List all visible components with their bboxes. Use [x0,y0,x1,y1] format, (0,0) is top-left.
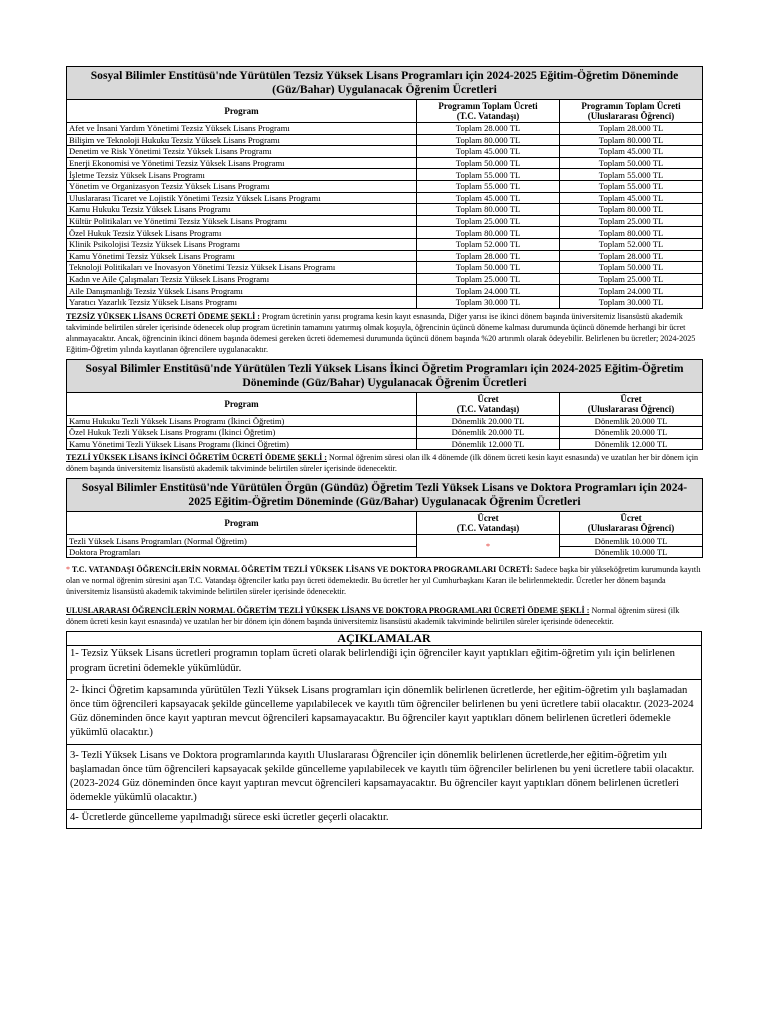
table-row [67,157,703,169]
table1-row-int: Toplam 55.000 TL [560,169,703,181]
formal-education-fee-table [66,478,703,558]
table1-row-program: Yönetim ve Organizasyon Tezsiz Yüksek Lisans Programı [67,180,417,192]
table1-row-tc: Toplam 24.000 TL [417,285,560,297]
table-row [67,192,703,204]
table2-row-int: Dönemlik 12.000 TL [560,438,703,450]
table1-row-tc: Toplam 45.000 TL [417,146,560,158]
table1-row-tc: Toplam 28.000 TL [417,123,560,135]
table-row [67,273,703,285]
explanation-item: 2- İkinci Öğretim kapsamında yürütülen Tezli Yüksek Lisans programları için dönemlik belirlenen ücretlerde, her eğitim-öğretim yılı başlamadan önce tüm öğrencileri kapsayacak şekilde güncelleme yapılabilecek ve kayıtlı tüm öğrenciler belirlenen bu yeni ücretlere tabii olacaktır. (2023-2024 Güz döneminden önce kayıt yaptıran mevcut öğrencileri kapsamayacaktır. Bu öğrenciler kayıt yaptıkları dönem belirlenen ücretleri ödemekle yükümlü olacaktır.) [67,680,701,745]
table-row [67,238,703,250]
table1-row-tc: Toplam 55.000 TL [417,180,560,192]
explanations-box [66,631,702,828]
table3-row2-program: Doktora Programları [67,546,417,558]
explanation-item: 4- Ücretlerde güncelleme yapılmadığı sürece eski ücretler geçerli olacaktır. [70,811,389,823]
table1-row-int: Toplam 30.000 TL [560,296,703,308]
table1-row-program: Kamu Hukuku Tezsiz Yüksek Lisans Programı [67,204,417,216]
table-row [67,535,703,547]
table1-row-tc: Toplam 28.000 TL [417,250,560,262]
table-row [67,250,703,262]
explanation-item: 1- Tezsiz Yüksek Lisans ücretleri programın toplam ücreti olarak belirlendiği için öğrenciler kayıt yaptıkları eğitim-öğretim yılı için belirlenen program ücretini ödemekle yükümlüdür. [67,646,701,679]
table1-row-program: Özel Hukuk Tezsiz Yüksek Lisans Programı [67,227,417,239]
table1-row-tc: Toplam 50.000 TL [417,157,560,169]
table-row [67,134,703,146]
table1-row-int: Toplam 80.000 TL [560,204,703,216]
table1-row-int: Toplam 24.000 TL [560,285,703,297]
table2-row-tc: Dönemlik 20.000 TL [417,415,560,427]
table1-row-tc: Toplam 80.000 TL [417,204,560,216]
table2-col-program: Program [67,392,417,415]
explanations-title: AÇIKLAMALAR [67,632,701,646]
table1-row-tc: Toplam 45.000 TL [417,192,560,204]
table1-row-tc: Toplam 30.000 TL [417,296,560,308]
fee-document [66,66,702,829]
table-row [67,180,703,192]
table1-row-program: Uluslararası Ticaret ve Lojistik Yönetimi Tezsiz Yüksek Lisans Programı [67,192,417,204]
table3-row2-int: Dönemlik 10.000 TL [560,546,703,558]
second-education-fee-table [66,359,703,451]
table3-tc-mark: * [417,535,560,558]
table2-row-program: Kamu Yönetimi Tezli Yüksek Lisans Programı (İkinci Öğretim) [67,438,417,450]
table1-row-int: Toplam 45.000 TL [560,192,703,204]
table1-row-program: Klinik Psikolojisi Tezsiz Yüksek Lisans Programı [67,238,417,250]
table-row [67,262,703,274]
table1-row-tc: Toplam 55.000 TL [417,169,560,181]
table1-row-program: Yaratıcı Yazarlık Tezsiz Yüksek Lisans Programı [67,296,417,308]
table-row [67,123,703,135]
table-row [67,546,703,558]
table1-row-int: Toplam 25.000 TL [560,215,703,227]
explanation-item: 3- Tezli Yüksek Lisans ve Doktora programlarında kayıtlı Uluslararası Öğrenciler için dönemlik belirlenen ücretlerde,her eğitim-öğretim yılı başlamadan önce tüm öğrencileri kapsayacak şekilde güncelleme yapılabilecek ve kayıtlı tüm öğrenciler belirlenen bu yeni ücretlere tabii olacaktır. (2023-2024 Güz döneminden önce kayıt yaptıran mevcut öğrencileri kapsamayacaktır. Bu öğrenciler kayıt yaptıkları dönem belirlenen ücretleri ödemekle yükümlü olacaktır.) [67,745,701,810]
table1-row-program: Aile Danışmanlığı Tezsiz Yüksek Lisans Programı [67,285,417,297]
table1-row-tc: Toplam 50.000 TL [417,262,560,274]
table-row [67,204,703,216]
table1-row-program: Bilişim ve Teknoloji Hukuku Tezsiz Yüksek Lisans Programı [67,134,417,146]
table2-col-tc: Ücret (T.C. Vatandaşı) [417,392,560,415]
table-row [67,285,703,297]
table2-row-int: Dönemlik 20.000 TL [560,415,703,427]
international-payment-note: ULUSLARARASI ÖĞRENCİLERİN NORMAL ÖĞRETİM TEZLİ YÜKSEK LİSANS VE DOKTORA PROGRAMLARI ÜCRETİ ÖDEME ŞEKLİ : Normal öğrenim süresi (ilk dönem ücreti kesin kayıt esnasında) ve uzatılan her bir dönem için dönem başında üniversitemiz lisansüstü akademik takviminde belirtilen süreler içerisinde ödenecektir. [66,606,680,627]
table1-row-int: Toplam 52.000 TL [560,238,703,250]
table-row [67,227,703,239]
table1-body [67,123,703,309]
table1-col-int: Programın Toplam Ücreti (Uluslararası Öğrenci) [560,100,703,123]
table1-row-program: İşletme Tezsiz Yüksek Lisans Programı [67,169,417,181]
table1-row-int: Toplam 28.000 TL [560,123,703,135]
table1-row-tc: Toplam 80.000 TL [417,227,560,239]
table1-row-tc: Toplam 25.000 TL [417,273,560,285]
non-thesis-payment-note: TEZSİZ YÜKSEK LİSANS ÜCRETİ ÖDEME ŞEKLİ : Program ücretinin yarısı programa kesin kayıt esnasında, Diğer yarısı ise ikinci dönem başında üniversitemiz lisansüstü akademik takviminde belirtilen süreler içerisinde ödenecek olup program ücretinin tamamını yatırmış olmak koşuyla, öğrencinin üçüncü döneme kalması durumunda üçüncü dönemde herhangi bir ücret alınmayacaktır. Ancak, öğrencinin ikinci dönem başında ödemesi gereken ücreti ödememesi durumunda üçüncü dönem başında %20 artırımlı olarak ödeyebilir. Belirlenen bu ücretler; 2024-2025 Eğitim-Öğretim yılında kayıtlanan öğrencilere uygulanacaktır. [66,311,696,354]
table2-row-tc: Dönemlik 12.000 TL [417,438,560,450]
table3-col-int: Ücret (Uluslararası Öğrenci) [560,512,703,535]
table1-row-int: Toplam 45.000 TL [560,146,703,158]
second-education-payment-note: TEZLİ YÜKSEK LİSANS İKİNCİ ÖĞRETİM ÜCRETİ ÖDEME ŞEKLİ : Normal öğrenim süresi olan ilk 4 dönemde (ilk dönem ücreti kesin kayıt esnasında) ve uzatılan her bir dönem için dönem başında üniversitemiz lisansüstü akademik takviminde belirtilen süreler içerisinde ödenecektir. [66,453,699,474]
table1-row-program: Kültür Politikaları ve Yönetimi Tezsiz Yüksek Lisans Programı [67,215,417,227]
table1-row-int: Toplam 25.000 TL [560,273,703,285]
table1-row-int: Toplam 80.000 TL [560,227,703,239]
table-row [67,146,703,158]
table1-row-program: Afet ve İnsani Yardım Yönetimi Tezsiz Yüksek Lisans Programı [67,123,417,135]
table-row [67,415,703,427]
table1-row-program: Kamu Yönetimi Tezsiz Yüksek Lisans Programı [67,250,417,262]
table1-row-int: Toplam 80.000 TL [560,134,703,146]
table2-col-int: Ücret (Uluslararası Öğrenci) [560,392,703,415]
table1-row-int: Toplam 50.000 TL [560,262,703,274]
table1-col-program: Program [67,100,417,123]
table1-col-tc: Programın Toplam Ücreti (T.C. Vatandaşı) [417,100,560,123]
table3-col-tc: Ücret (T.C. Vatandaşı) [417,512,560,535]
table1-row-tc: Toplam 52.000 TL [417,238,560,250]
table2-row-int: Dönemlik 20.000 TL [560,427,703,439]
table1-row-program: Teknoloji Politikaları ve İnovasyon Yönetimi Tezsiz Yüksek Lisans Programı [67,262,417,274]
table1-row-program: Denetim ve Risk Yönetimi Tezsiz Yüksek Lisans Programı [67,146,417,158]
table-row [67,215,703,227]
table-row [67,438,703,450]
tc-fee-note: * T.C. VATANDAŞI ÖĞRENCİLERİN NORMAL ÖĞRETİM TEZLİ YÜKSEK LİSANS VE DOKTORA PROGRAMLARI ÜCRETİ: Sadece başka bir yükseköğretim kurumunda kayıtlı olan ve normal öğrenim süresini aşan T.C. Vatandaşı öğrenciler katkı payı ücreti ödemektedir. Bu ücretler her yıl Cumhurbaşkanı Kararı ile belirlenmektedir. Ücretler her dönem başında üniversitemiz lisansüstü akademik takviminde belirtilen süreler içerisinde ödenecektir. [66,565,701,597]
table-row [67,427,703,439]
table-row [67,296,703,308]
table2-title: Sosyal Bilimler Enstitüsü'nde Yürütülen Tezli Yüksek Lisans İkinci Öğretim Programları için 2024-2025 Eğitim-Öğretim Döneminde (Güz/Bahar) Uygulanacak Öğrenim Ücretleri [67,359,703,392]
table1-row-program: Kadın ve Aile Çalışmaları Tezsiz Yüksek Lisans Programı [67,273,417,285]
table3-title: Sosyal Bilimler Enstitüsü'nde Yürütülen Örgün (Gündüz) Öğretim Tezli Yüksek Lisans ve Doktora Programları için 2024-2025 Eğitim-Öğretim Döneminde (Güz/Bahar) Uygulanacak Öğrenim Ücretleri [67,479,703,512]
table3-col-program: Program [67,512,417,535]
table3-row1-int: Dönemlik 10.000 TL [560,535,703,547]
table1-row-program: Enerji Ekonomisi ve Yönetimi Tezsiz Yüksek Lisans Programı [67,157,417,169]
table3-row1-program: Tezli Yüksek Lisans Programları (Normal Öğretim) [67,535,417,547]
table1-title: Sosyal Bilimler Enstitüsü'nde Yürütülen Tezsiz Yüksek Lisans Programları için 2024-2025 Eğitim-Öğretim Döneminde (Güz/Bahar) Uygulanacak Öğrenim Ücretleri [67,67,703,100]
table2-row-program: Özel Hukuk Tezli Yüksek Lisans Programı (İkinci Öğretim) [67,427,417,439]
table2-row-tc: Dönemlik 20.000 TL [417,427,560,439]
non-thesis-fee-table [66,66,703,309]
table2-body [67,415,703,450]
table-row [67,169,703,181]
table1-row-int: Toplam 50.000 TL [560,157,703,169]
table2-row-program: Kamu Hukuku Tezli Yüksek Lisans Programı (İkinci Öğretim) [67,415,417,427]
table1-row-tc: Toplam 80.000 TL [417,134,560,146]
table1-row-tc: Toplam 25.000 TL [417,215,560,227]
table1-row-int: Toplam 55.000 TL [560,180,703,192]
table1-row-int: Toplam 28.000 TL [560,250,703,262]
